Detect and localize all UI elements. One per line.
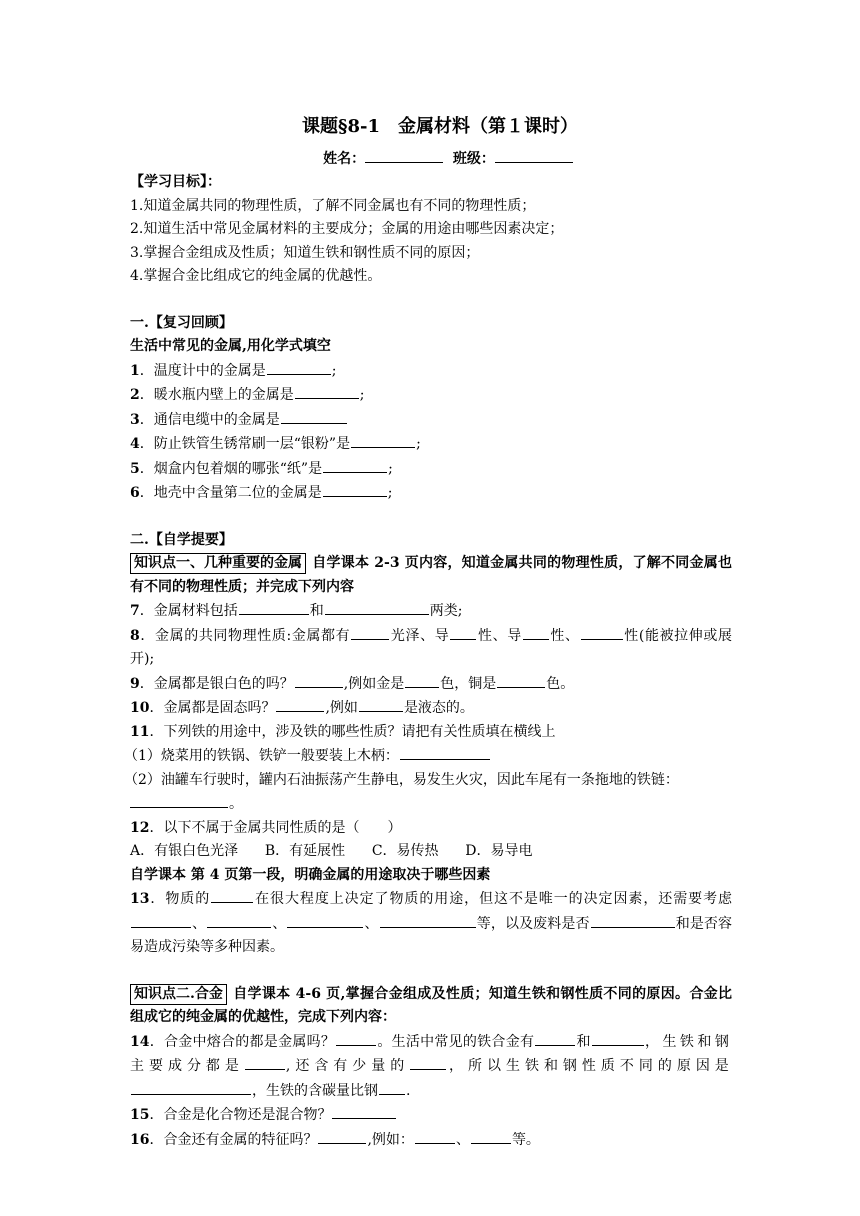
question-number: 6 xyxy=(130,485,140,501)
question-number: 10 xyxy=(130,700,150,716)
question-text: ,例如 xyxy=(325,700,358,716)
question-text: 光泽、导 xyxy=(390,627,450,644)
question-end: ; xyxy=(387,485,393,501)
question-text: ．暖水瓶内壁上的金属是 xyxy=(139,387,294,403)
question-text: 和是否容易造成污染等多种因素。 xyxy=(130,915,733,955)
knowledge-point-1 xyxy=(130,552,732,599)
answer-blank[interactable] xyxy=(245,1054,285,1070)
question-text: ．合金是化合物还是混合物？ xyxy=(149,1107,332,1123)
answer-blank[interactable] xyxy=(295,672,343,688)
question-text: 和 xyxy=(309,603,324,619)
question-end: ; xyxy=(388,460,393,477)
objective-item: 2.知道生活中常见金属材料的主要成分；金属的用途由哪些因素决定； xyxy=(130,221,564,237)
question-end: ; xyxy=(359,387,365,403)
objective-item: 4.掌握合金比组成它的纯金属的优越性。 xyxy=(130,268,382,284)
class-blank[interactable] xyxy=(495,146,573,163)
question-7 xyxy=(130,599,732,624)
answer-blank[interactable] xyxy=(131,1079,251,1095)
question-number: 4 xyxy=(130,436,140,452)
question-12 xyxy=(130,817,732,841)
question-text: 性(能被拉伸或展开); xyxy=(130,627,733,667)
answer-blank[interactable] xyxy=(450,624,476,640)
question-end: ; xyxy=(416,436,421,452)
question-text: 色。 xyxy=(546,675,575,692)
answer-blank[interactable] xyxy=(380,912,476,928)
answer-blank[interactable] xyxy=(276,696,324,712)
self-study-heading: 二.【自学提要】 xyxy=(130,531,233,548)
question-text: ．金属都是银白色的吗？ xyxy=(139,675,294,692)
review-subheading: 生活中常见的金属,用化学式填空 xyxy=(130,338,331,354)
question-number: 8 xyxy=(130,627,140,644)
question-11-part-1 xyxy=(124,744,732,769)
answer-blank[interactable] xyxy=(410,1054,446,1070)
question-text: 性、 xyxy=(549,627,580,644)
answer-blank[interactable] xyxy=(351,432,415,448)
answer-blank[interactable] xyxy=(207,912,271,928)
answer-blank[interactable] xyxy=(359,696,403,712)
answer-blank[interactable] xyxy=(295,383,359,399)
option-b[interactable]: B．有延展性 xyxy=(264,843,346,859)
question-end: ; xyxy=(331,362,337,379)
answer-blank[interactable] xyxy=(535,1030,575,1046)
class-label: 班级： xyxy=(452,151,495,167)
question-11 xyxy=(130,721,732,745)
question-number: 14 xyxy=(130,1033,150,1050)
knowledge-point-2-box: 知识点二.合金 xyxy=(130,984,227,1005)
question-text: ,还含有少量的 xyxy=(285,1058,410,1074)
question-text: ．金属都是固态吗？ xyxy=(149,700,276,716)
question-text: 、 xyxy=(272,915,287,932)
question-text: 等，以及废料是否 xyxy=(476,915,590,932)
answer-blank[interactable] xyxy=(591,912,675,928)
question-text: 色，铜是 xyxy=(440,675,497,692)
answer-blank[interactable] xyxy=(415,1128,455,1144)
question-number: 7 xyxy=(130,603,140,619)
question-number: 15 xyxy=(130,1107,150,1123)
question-10 xyxy=(130,696,732,721)
question-3 xyxy=(130,408,732,433)
answer-blank[interactable] xyxy=(318,1128,366,1144)
question-text: 等。 xyxy=(511,1131,540,1148)
question-number: 1 xyxy=(130,362,140,379)
question-end: 。 xyxy=(229,796,243,812)
question-14 xyxy=(130,1030,732,1104)
knowledge-point-2-desc: 自学课本 4-6 页,掌握合金组成及性质；知道生铁和钢性质不同的原因。合金比组成它的纯金属的优越性，完成下列内容： xyxy=(130,985,732,1025)
answer-blank[interactable] xyxy=(379,1079,405,1095)
question-number: 9 xyxy=(130,675,140,692)
answer-blank[interactable] xyxy=(239,599,309,615)
option-a[interactable]: A．有银白色光泽 xyxy=(130,843,239,859)
question-number: 12 xyxy=(130,819,150,836)
question-number: 5 xyxy=(130,460,140,477)
question-16 xyxy=(130,1128,732,1153)
answer-blank[interactable] xyxy=(471,1128,511,1144)
review-heading: 一.【复习回顾】 xyxy=(130,314,233,331)
question-text: ．烟盒内包着烟的哪张“纸”是 xyxy=(139,460,323,477)
question-number: 11 xyxy=(130,723,150,740)
knowledge-point-1b-heading: 自学课本 第 4 页第一段，明确金属的用途取决于哪些因素 xyxy=(130,866,491,883)
question-8 xyxy=(130,624,732,672)
answer-blank[interactable] xyxy=(497,672,545,688)
name-blank[interactable] xyxy=(365,146,443,163)
objective-item: 3.掌握合金组成及性质；知道生铁和钢性质不同的原因； xyxy=(130,244,480,261)
question-text: 两类; xyxy=(429,603,463,619)
question-text: ．下列铁的用途中，涉及铁的哪些性质？请把有关性质填在横线上 xyxy=(149,723,556,740)
page-title: 课题§8-1 金属材料（第１课时） xyxy=(302,116,578,137)
question-end: . xyxy=(406,1082,411,1099)
question-9 xyxy=(130,672,732,697)
question-text: 性、导 xyxy=(477,627,522,644)
question-text: （2）油罐车行驶时，罐内石油振荡产生静电，易发生火灾，因此车尾有一条拖地的铁链： xyxy=(124,771,679,788)
answer-blank[interactable] xyxy=(267,359,331,375)
answer-blank[interactable] xyxy=(131,912,191,928)
question-2 xyxy=(130,383,732,408)
question-text: ．以下不属于金属共同性质的是（ ） xyxy=(149,819,402,836)
answer-blank[interactable] xyxy=(281,408,347,424)
question-13 xyxy=(130,887,732,960)
question-4 xyxy=(130,432,732,457)
question-text: ，生铁和钢主要成分都是 xyxy=(130,1033,733,1074)
question-text: 在很大程度上决定了物质的用途，但这不是唯一的决定因素，还需要考虑 xyxy=(254,891,733,907)
answer-blank[interactable] xyxy=(323,457,387,473)
name-label: 姓名： xyxy=(323,151,366,167)
question-number: 16 xyxy=(130,1131,150,1148)
answer-blank[interactable] xyxy=(523,624,549,640)
question-1 xyxy=(130,359,732,384)
question-text: （1）烧菜用的铁锅、铁铲一般要装上木柄： xyxy=(124,748,399,764)
question-text: 是液态的。 xyxy=(403,700,474,716)
question-text: ,例如金是 xyxy=(343,675,405,692)
question-text: 、 xyxy=(455,1131,470,1148)
question-text: ，所以生铁和钢性质不同的原因是 xyxy=(447,1058,733,1074)
question-text: ．金属材料包括 xyxy=(139,603,238,619)
question-number: 2 xyxy=(130,387,140,403)
question-text: ．合金还有金属的特征吗？ xyxy=(149,1131,318,1148)
answer-blank[interactable] xyxy=(130,792,228,808)
answer-blank[interactable] xyxy=(287,912,363,928)
answer-blank[interactable] xyxy=(400,744,490,760)
question-12-options xyxy=(130,840,732,864)
question-11-part-2-answer xyxy=(130,792,732,817)
question-15 xyxy=(130,1103,732,1128)
answer-blank[interactable] xyxy=(336,1030,376,1046)
question-text: ,例如： xyxy=(367,1131,414,1148)
answer-blank[interactable] xyxy=(351,624,389,640)
question-text: ．防止铁管生锈常刷一层“银粉”是 xyxy=(139,436,351,452)
answer-blank[interactable] xyxy=(332,1103,396,1119)
question-text: 、 xyxy=(192,915,207,932)
answer-blank[interactable] xyxy=(405,672,439,688)
question-text: ．通信电缆中的金属是 xyxy=(139,411,280,428)
answer-blank[interactable] xyxy=(323,481,387,497)
objectives-heading: 【学习目标】： xyxy=(130,174,221,190)
option-c[interactable]: C．易传热 xyxy=(371,843,439,859)
answer-blank[interactable] xyxy=(581,624,623,640)
option-d[interactable]: D．易导电 xyxy=(465,843,533,859)
question-text: ．金属的共同物理性质:金属都有 xyxy=(139,627,351,644)
knowledge-point-2 xyxy=(130,983,732,1030)
answer-blank[interactable] xyxy=(325,599,429,615)
question-number: 3 xyxy=(130,411,140,428)
question-text: 和 xyxy=(576,1033,591,1050)
objective-item: 1.知道金属共同的物理性质，了解不同金属也有不同的物理性质； xyxy=(130,197,536,214)
question-5 xyxy=(130,457,732,482)
question-6 xyxy=(130,481,732,506)
question-text: ．合金中熔合的都是金属吗？ xyxy=(149,1033,336,1050)
knowledge-point-1-box: 知识点一、几种重要的金属 xyxy=(130,553,306,574)
question-text: ．地壳中含量第二位的金属是 xyxy=(139,485,322,501)
question-text: ．物质的 xyxy=(149,891,211,907)
question-number: 13 xyxy=(130,891,150,907)
answer-blank[interactable] xyxy=(211,887,253,903)
worksheet-page xyxy=(124,112,733,1152)
question-11-part-2 xyxy=(124,769,732,793)
question-text: ．温度计中的金属是 xyxy=(139,362,266,379)
knowledge-point-1-desc: 自学课本 2-3 页内容，知道金属共同的物理性质，了解不同金属也有不同的物理性质；并完成下列内容 xyxy=(130,555,732,595)
name-class-line xyxy=(164,146,732,171)
question-text: 。生活中常见的铁合金有 xyxy=(377,1033,535,1050)
question-text: ，生铁的含碳量比钢 xyxy=(252,1082,378,1099)
answer-blank[interactable] xyxy=(592,1030,644,1046)
question-text: 、 xyxy=(364,915,379,932)
